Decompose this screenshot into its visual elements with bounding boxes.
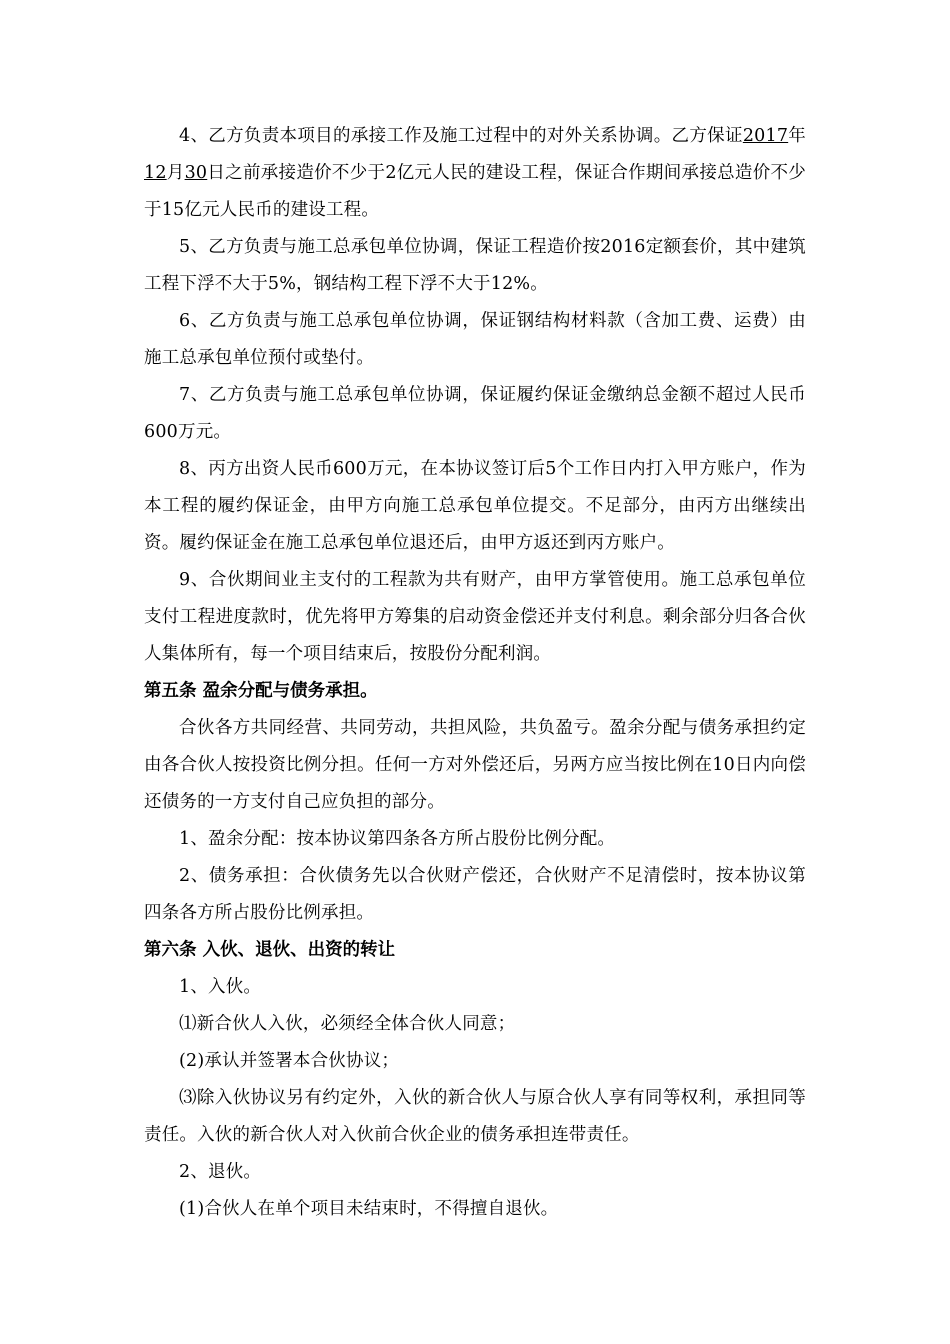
year-unit: 年 xyxy=(788,126,806,146)
paragraph-item-6: 6、乙方负责与施工总承包单位协调，保证钢结构材料款（含加工费、运费）由施工总承包单位预付或垫付。 xyxy=(144,311,806,368)
article-5-intro: 合伙各方共同经营、共同劳动，共担风险，共负盈亏。盈余分配与债务承担约定由各合伙人按投资比例分担。任何一方对外偿还后，另两方应当按比例在10日内向偿还债务的一方支付自己应负担的部分。 xyxy=(144,718,806,812)
article-5-heading: 第五条 盈余分配与债务承担。 xyxy=(144,681,378,701)
paragraph-item-8: 8、丙方出资人民币600万元，在本协议签订后5个工作日内打入甲方账户，作为本工程的履约保证金，由甲方向施工总承包单位提交。不足部分，由丙方出继续出资。履约保证金在施工总承包单位退还后，由甲方返还到丙方账户。 xyxy=(144,459,806,553)
paragraph-item-5: 5、乙方负责与施工总承包单位协调，保证工程造价按2016定额套价，其中建筑工程下浮不大于5%，钢结构工程下浮不大于12%。 xyxy=(144,237,806,294)
article-6-join: 1、入伙。 xyxy=(179,977,262,997)
article-6-join-3: ⑶除入伙协议另有约定外，入伙的新合伙人与原合伙人享有同等权利，承担同等责任。入伙的新合伙人对入伙前合伙企业的债务承担连带责任。 xyxy=(144,1088,806,1145)
item-4-text-a: 4、乙方负责本项目的承接工作及施工过程中的对外关系协调。乙方保证 xyxy=(179,126,743,146)
article-6-exit-1: (1)合伙人在单个项目未结束时，不得擅自退伙。 xyxy=(179,1199,559,1219)
article-5-item-2: 2、债务承担：合伙债务先以合伙财产偿还，合伙财产不足清偿时，按本协议第四条各方所占股份比例承担。 xyxy=(144,866,806,923)
paragraph-item-7: 7、乙方负责与施工总承包单位协调，保证履约保证金缴纳总金额不超过人民币600万元。 xyxy=(144,385,806,442)
day-value: 30 xyxy=(184,163,208,183)
paragraph-item-4 xyxy=(144,118,806,229)
article-6-join-1: ⑴新合伙人入伙，必须经全体合伙人同意； xyxy=(179,1014,516,1034)
month-value: 12 xyxy=(144,163,167,183)
article-6-join-2: (2)承认并签署本合伙协议； xyxy=(179,1051,400,1071)
document-page xyxy=(144,118,806,1228)
item-4-text-b: 日之前承接造价不少于2亿元人民的建设工程，保证合作期间承接总造价不少于15亿元人民币的建设工程。 xyxy=(144,163,807,220)
year-value: 2017 xyxy=(742,126,789,146)
paragraph-item-9: 9、合伙期间业主支付的工程款为共有财产，由甲方掌管使用。施工总承包单位支付工程进度款时，优先将甲方筹集的启动资金偿还并支付利息。剩余部分归各合伙人集体所有，每一个项目结束后，按股份分配利润。 xyxy=(144,570,806,664)
month-unit: 月 xyxy=(166,163,185,183)
article-5-item-1: 1、盈余分配：按本协议第四条各方所占股份比例分配。 xyxy=(179,829,616,849)
article-6-exit: 2、退伙。 xyxy=(179,1162,262,1182)
article-6-heading: 第六条 入伙、退伙、出资的转让 xyxy=(144,940,396,960)
